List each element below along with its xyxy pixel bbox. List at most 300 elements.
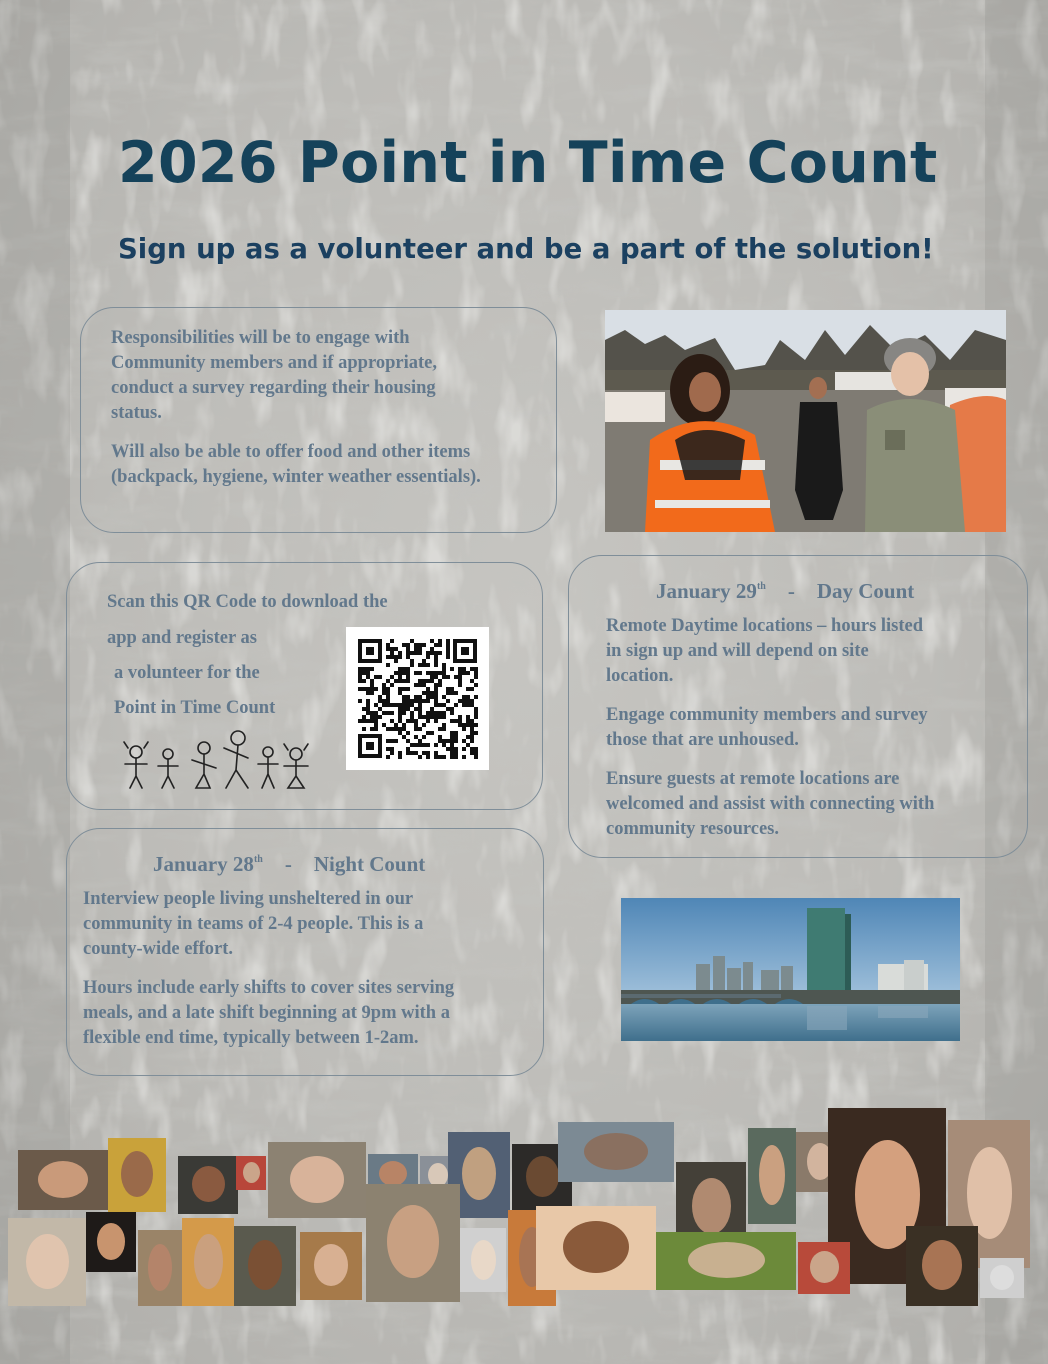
qr-module (466, 703, 470, 707)
qr-module (434, 699, 438, 703)
text-line: community in teams of 2-4 people. This is a (83, 914, 424, 934)
qr-module (402, 735, 406, 739)
qr-module (398, 719, 402, 723)
qr-module (470, 731, 474, 735)
day-count-date: January 29 (656, 579, 757, 603)
qr-module (446, 747, 450, 751)
qr-module (454, 739, 458, 743)
text-line: Responsibilities will be to engage with (111, 328, 410, 348)
qr-module (366, 675, 370, 679)
qr-module (430, 671, 434, 675)
qr-module (406, 731, 410, 735)
face-shape (148, 1244, 172, 1291)
qr-module (386, 747, 390, 751)
qr-module (402, 643, 406, 647)
qr-module (414, 695, 418, 699)
qr-module (378, 699, 382, 703)
qr-module (454, 703, 458, 707)
qr-module (438, 715, 442, 719)
text-line: welcomed and assist with connecting with (606, 794, 935, 814)
qr-module (358, 679, 362, 683)
qr-module (418, 671, 422, 675)
qr-module (474, 715, 478, 719)
qr-module (418, 711, 422, 715)
qr-module (438, 755, 442, 759)
qr-module (438, 727, 442, 731)
qr-module (386, 647, 390, 651)
qr-module (370, 691, 374, 695)
qr-module (358, 699, 362, 703)
qr-module (462, 695, 466, 699)
qr-module (474, 731, 478, 735)
qr-module (394, 679, 398, 683)
qr-module (414, 723, 418, 727)
qr-module (398, 691, 402, 695)
page-subtitle: Sign up as a volunteer and be a part of the solution! (118, 233, 934, 265)
qr-module (382, 703, 386, 707)
day-count-heading (606, 574, 1013, 604)
face-shape (290, 1156, 344, 1203)
qr-module (366, 691, 370, 695)
qr-module (366, 667, 370, 671)
qr-module (418, 727, 422, 731)
qr-module (446, 675, 450, 679)
qr-module (434, 755, 438, 759)
qr-module (430, 711, 434, 715)
face-shape (243, 1162, 260, 1183)
qr-module (458, 675, 462, 679)
day-count-box (568, 555, 1028, 858)
qr-module (458, 715, 462, 719)
qr-module (382, 699, 386, 703)
qr-module (410, 639, 414, 643)
qr-module (422, 735, 426, 739)
qr-module (442, 743, 446, 747)
night-count-date: January 28 (153, 852, 254, 876)
qr-module (474, 671, 478, 675)
qr-module (422, 723, 426, 727)
qr-module (454, 751, 458, 755)
qr-module (370, 715, 374, 719)
text-line: meals, and a late shift beginning at 9pm with a (83, 1003, 450, 1023)
qr-module (414, 735, 418, 739)
qr-instruction-line: Scan this QR Code to download the (107, 592, 388, 612)
portrait-photo (748, 1128, 796, 1224)
portrait-photo (558, 1122, 674, 1182)
qr-module (470, 667, 474, 671)
qr-module (394, 655, 398, 659)
qr-module (446, 739, 450, 743)
qr-module (422, 699, 426, 703)
face-shape (192, 1166, 225, 1202)
face-shape (471, 1240, 496, 1280)
qr-module (374, 703, 378, 707)
qr-module (474, 751, 478, 755)
text-line: Will also be able to offer food and other items (111, 442, 471, 462)
qr-module (410, 663, 414, 667)
qr-module (446, 651, 450, 655)
qr-module (386, 699, 390, 703)
qr-module (442, 739, 446, 743)
qr-module (362, 667, 366, 671)
responsibilities-paragraph-1 (111, 326, 546, 426)
qr-module (434, 715, 438, 719)
qr-module (450, 667, 454, 671)
qr-module (450, 691, 454, 695)
qr-module (434, 703, 438, 707)
qr-module (430, 731, 434, 735)
qr-module (466, 723, 470, 727)
text-line: status. (111, 403, 162, 423)
qr-module (462, 747, 466, 751)
qr-module (390, 739, 394, 743)
qr-module (366, 671, 370, 675)
qr-module (434, 743, 438, 747)
qr-module (470, 739, 474, 743)
text-line: Engage community members and survey (606, 705, 928, 725)
qr-module (442, 671, 446, 675)
qr-module (406, 719, 410, 723)
qr-module (474, 723, 478, 727)
qr-module (450, 711, 454, 715)
night-count-paragraph-2 (83, 976, 529, 1051)
qr-module (458, 719, 462, 723)
text-line: Hours include early shifts to cover sites serving (83, 978, 455, 998)
qr-module (450, 755, 454, 759)
qr-module (390, 711, 394, 715)
qr-module (378, 675, 382, 679)
qr-module (446, 699, 450, 703)
qr-module (462, 727, 466, 731)
qr-module (358, 671, 362, 675)
qr-module (374, 719, 378, 723)
portrait-photo (178, 1156, 238, 1214)
face-shape (38, 1161, 88, 1198)
qr-module (410, 743, 414, 747)
qr-module (418, 755, 422, 759)
qr-module (450, 735, 454, 739)
text-line: Ensure guests at remote locations are (606, 769, 900, 789)
portrait-photo (108, 1138, 166, 1212)
qr-module (426, 679, 430, 683)
qr-module (398, 715, 402, 719)
portrait-photo (18, 1150, 108, 1210)
qr-module (366, 711, 370, 715)
qr-module (402, 699, 406, 703)
text-line: flexible end time, typically between 1-2am. (83, 1028, 419, 1048)
qr-module (414, 743, 418, 747)
qr-module (394, 671, 398, 675)
qr-code[interactable] (346, 627, 489, 770)
qr-module (462, 699, 466, 703)
qr-module (402, 695, 406, 699)
qr-module (454, 675, 458, 679)
qr-module (410, 711, 414, 715)
qr-module (466, 719, 470, 723)
qr-module (406, 699, 410, 703)
qr-module (410, 699, 414, 703)
qr-module (406, 667, 410, 671)
qr-module (442, 667, 446, 671)
qr-module (466, 743, 470, 747)
day-count-paragraph-3 (606, 767, 1013, 842)
qr-module (470, 735, 474, 739)
qr-module (386, 643, 390, 647)
qr-module (390, 651, 394, 655)
qr-module (466, 715, 470, 719)
portrait-photo (86, 1212, 136, 1272)
qr-module (394, 703, 398, 707)
qr-module (454, 731, 458, 735)
qr-module (470, 703, 474, 707)
face-shape (990, 1265, 1014, 1290)
qr-module (422, 715, 426, 719)
text-line: in sign up and will depend on site (606, 641, 869, 661)
qr-module (430, 639, 434, 643)
qr-module (414, 671, 418, 675)
qr-module (438, 651, 442, 655)
qr-module (410, 703, 414, 707)
qr-module (394, 727, 398, 731)
text-line: those that are unhoused. (606, 730, 799, 750)
qr-module (386, 711, 390, 715)
day-count-label: Day Count (816, 579, 915, 603)
qr-module (438, 671, 442, 675)
qr-module (402, 727, 406, 731)
ordinal-suffix: th (756, 581, 766, 592)
qr-module (390, 747, 394, 751)
qr-module (398, 707, 402, 711)
qr-module (434, 675, 438, 679)
qr-module (410, 651, 414, 655)
face-shape (692, 1178, 731, 1234)
qr-module (370, 719, 374, 723)
qr-module (434, 663, 438, 667)
qr-module (438, 739, 442, 743)
qr-module (470, 699, 474, 703)
night-count-label: Night Count (313, 852, 426, 876)
qr-module (370, 687, 374, 691)
qr-module (374, 675, 378, 679)
face-shape (26, 1234, 69, 1289)
qr-module (366, 707, 370, 711)
qr-module (406, 679, 410, 683)
qr-module (390, 719, 394, 723)
qr-module (394, 647, 398, 651)
qr-module (466, 671, 470, 675)
qr-module (362, 719, 366, 723)
qr-module (390, 647, 394, 651)
qr-module (366, 703, 370, 707)
face-shape (387, 1205, 439, 1278)
qr-module (414, 651, 418, 655)
qr-module (434, 655, 438, 659)
qr-module (474, 683, 478, 687)
qr-module (426, 691, 430, 695)
qr-module (402, 687, 406, 691)
qr-module (426, 655, 430, 659)
responsibilities-paragraph-2 (111, 440, 546, 490)
qr-module (382, 691, 386, 695)
qr-module (414, 699, 418, 703)
qr-module (430, 707, 434, 711)
ordinal-suffix: th (253, 854, 263, 865)
qr-module (466, 699, 470, 703)
night-count-heading (83, 847, 529, 877)
page-title: 2026 Point in Time Count (118, 130, 938, 196)
qr-module (438, 703, 442, 707)
qr-instruction-line: Point in Time Count (114, 698, 276, 718)
qr-module (362, 679, 366, 683)
face-shape (462, 1147, 496, 1200)
day-count-paragraph-2 (606, 703, 1013, 753)
text-line: community resources. (606, 819, 779, 839)
qr-module (450, 743, 454, 747)
qr-module (406, 707, 410, 711)
portrait-photo (906, 1226, 978, 1306)
qr-module (466, 695, 470, 699)
text-line: location. (606, 666, 674, 686)
qr-module (402, 667, 406, 671)
face-shape (248, 1240, 282, 1290)
qr-module (406, 751, 410, 755)
face-shape (584, 1133, 648, 1170)
qr-module (430, 647, 434, 651)
qr-module (414, 647, 418, 651)
qr-module (426, 731, 430, 735)
portrait-photo (182, 1218, 234, 1306)
qr-module (450, 739, 454, 743)
qr-module (406, 695, 410, 699)
portrait-photo (234, 1226, 296, 1306)
qr-module (398, 687, 402, 691)
qr-module (414, 727, 418, 731)
qr-module (442, 703, 446, 707)
qr-module (438, 639, 442, 643)
qr-module (406, 739, 410, 743)
qr-module (406, 647, 410, 651)
qr-module (446, 707, 450, 711)
qr-module (418, 647, 422, 651)
qr-module (422, 659, 426, 663)
qr-instruction-line: a volunteer for the (114, 663, 260, 683)
qr-module (370, 667, 374, 671)
qr-module (410, 719, 414, 723)
qr-module (454, 747, 458, 751)
qr-module (442, 715, 446, 719)
qr-module (370, 679, 374, 683)
qr-module (462, 703, 466, 707)
people-photo-collage (0, 1100, 1048, 1320)
qr-module (362, 707, 366, 711)
qr-module (386, 655, 390, 659)
heading-dash: - (787, 579, 795, 603)
qr-module (446, 655, 450, 659)
qr-module (422, 663, 426, 667)
qr-module (422, 751, 426, 755)
qr-module (370, 727, 374, 731)
qr-module (470, 747, 474, 751)
qr-instruction-line: app and register as (107, 628, 257, 648)
qr-module (418, 663, 422, 667)
qr-module (426, 755, 430, 759)
qr-module (382, 711, 386, 715)
face-shape (922, 1240, 962, 1290)
qr-module (398, 727, 402, 731)
qr-module (366, 699, 370, 703)
qr-module (358, 719, 362, 723)
qr-module (458, 671, 462, 675)
qr-module (410, 751, 414, 755)
portrait-photo (460, 1228, 506, 1292)
qr-module (426, 687, 430, 691)
qr-module (370, 683, 374, 687)
qr-module (466, 687, 470, 691)
qr-module (358, 667, 362, 671)
portrait-photo (268, 1142, 366, 1218)
qr-module (374, 727, 378, 731)
qr-module (458, 699, 462, 703)
qr-module (442, 755, 446, 759)
text-line: Interview people living unsheltered in our (83, 889, 414, 909)
face-shape (97, 1223, 125, 1260)
qr-module (462, 755, 466, 759)
qr-module (438, 711, 442, 715)
qr-module (406, 675, 410, 679)
qr-module (454, 735, 458, 739)
qr-module (434, 643, 438, 647)
qr-module (390, 751, 394, 755)
qr-module (418, 651, 422, 655)
qr-module (442, 723, 446, 727)
portrait-photo (236, 1156, 266, 1190)
portrait-photo (138, 1230, 182, 1306)
qr-module (426, 671, 430, 675)
qr-module (386, 727, 390, 731)
qr-module (382, 723, 386, 727)
qr-module (470, 727, 474, 731)
qr-module (450, 747, 454, 751)
qr-module (462, 739, 466, 743)
qr-module (410, 715, 414, 719)
qr-module (366, 719, 370, 723)
face-shape (194, 1234, 223, 1289)
qr-module (434, 659, 438, 663)
qr-module (414, 719, 418, 723)
qr-module (422, 643, 426, 647)
qr-module (418, 683, 422, 687)
qr-module (442, 727, 446, 731)
qr-module (422, 679, 426, 683)
qr-module (366, 687, 370, 691)
responsibilities-box (80, 307, 557, 533)
qr-module (454, 719, 458, 723)
qr-module (450, 687, 454, 691)
qr-module (378, 715, 382, 719)
qr-module (430, 691, 434, 695)
qr-module (438, 679, 442, 683)
qr-module (474, 711, 478, 715)
heading-dash: - (284, 852, 292, 876)
qr-module (474, 707, 478, 711)
qr-module (418, 703, 422, 707)
qr-module (450, 751, 454, 755)
qr-module (446, 643, 450, 647)
qr-module (438, 683, 442, 687)
qr-module (462, 667, 466, 671)
face-shape (759, 1145, 785, 1205)
qr-module (398, 671, 402, 675)
